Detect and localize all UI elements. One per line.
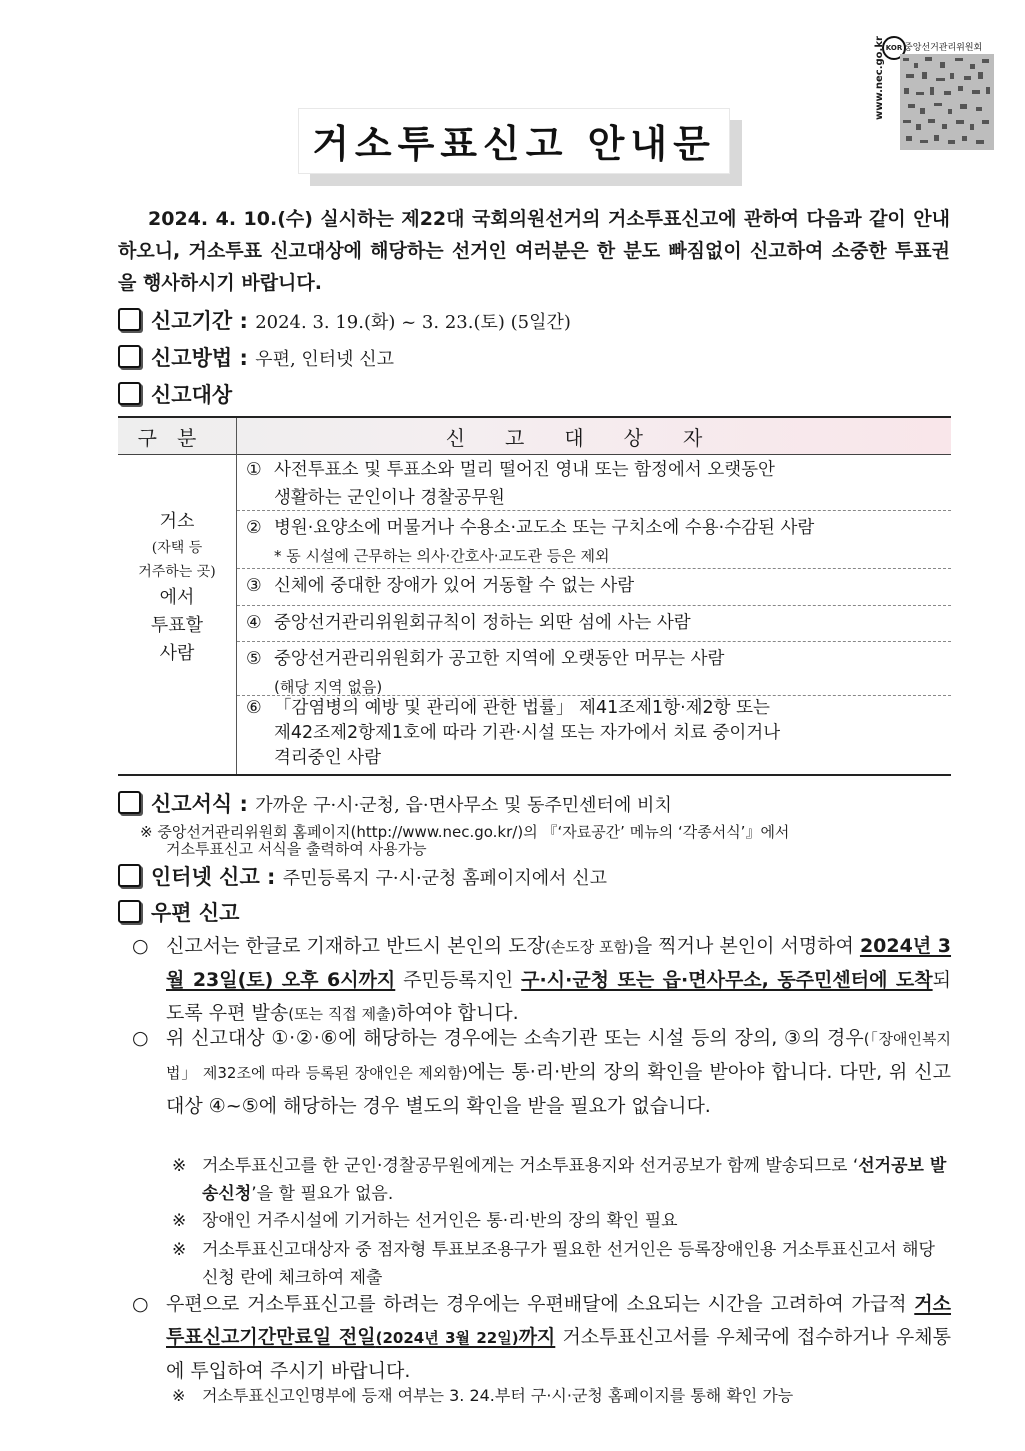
category-line: 에서 [159, 587, 195, 608]
table-row [246, 514, 946, 570]
category-cell [118, 508, 236, 668]
row-number: ① [246, 460, 262, 480]
row-divider [237, 641, 951, 642]
period-value: 2024. 3. 19.(화) ~ 3. 23.(토) (5일간) [255, 312, 571, 333]
checkbox-square-icon [118, 791, 141, 814]
col-right-header: 신고대상자 [445, 426, 743, 450]
qr-stamp [874, 30, 996, 150]
row-divider [237, 605, 951, 606]
intro-paragraph: 2024. 4. 10.(수) 실시하는 제22대 국회의원선거의 거소투표신고에 관하여 다음과 같이 안내하오니, 거소투표 신고대상에 해당하는 선거인 여러분은 한 분도 빠짐없이 신고하여 소중한 투표권을 행사하시기 바랍니다. [118, 208, 950, 294]
row-text: 생활하는 군인이나 경찰공무원 [274, 488, 505, 508]
postal-section [118, 900, 239, 927]
row-text: 「감염병의 예방 및 관리에 관한 법률」 제41조제1항·제2항 또는 [274, 698, 770, 718]
forms-value: 가까운 구·시·군청, 읍·면사무소 및 동주민센터에 비치 [255, 795, 672, 816]
postal-note-2: ※ 장애인 거주시설에 기거하는 선거인은 통·리·반의 장의 확인 필요 [172, 1207, 952, 1235]
row-text: 격리중인 사람 [274, 748, 381, 768]
column-divider [236, 418, 237, 774]
org-url: www.nec.go.kr [874, 36, 885, 120]
row-text: 신체에 중대한 장애가 있어 거동할 수 없는 사람 [274, 576, 635, 596]
forms-section: 신고서식 : 가까운 구·시·군청, 읍·면사무소 및 동주민센터에 비치 [118, 791, 672, 819]
postal-paragraph-2: ○ 위 신고대상 ①·②·⑥에 해당하는 경우에는 소속기관 또는 시설 등의 장의, ③의 경우(「장애인복지법」 제32조에 따라 등록된 장애인은 제외함)에는 통·리·반의 장의 확인을 받아야 합니다. 다만, 위 신고대상 ④~⑤에 해당하는 경우 별도의 확인을 받을 필요가 없습니다. [136, 1022, 951, 1123]
category-line: 투표할 [150, 615, 204, 636]
forms-label: 신고서식 [151, 792, 233, 816]
row-text: 중앙선거관리위원회규칙이 정하는 외딴 섬에 사는 사람 [274, 613, 691, 633]
org-name: 중앙선거관리위원회 [904, 43, 983, 53]
table-row [246, 696, 946, 771]
deadline-text: 2024년 3월 23일(토) 오후 6시까지 [166, 935, 952, 991]
page-title: 거소투표신고 안내문 [312, 122, 716, 166]
kor-logo-icon: KOR [882, 36, 906, 60]
postal-label: 우편 신고 [151, 901, 240, 925]
internet-label: 인터넷 신고 [151, 865, 260, 889]
row-divider [237, 568, 951, 569]
postal-paragraph-1: ○ 신고서는 한글로 기재하고 반드시 본인의 도장(손도장 포함)을 찍거나 본인이 서명하여 2024년 3월 23일(토) 오후 6시까지 주민등록지인 구·시·군청 또는 읍·면사무소, 동주민센터에 도착되도록 우편 발송(또는 직접 제출)하여야 합니다. [136, 930, 951, 1031]
row-note: (해당 지역 없음) [274, 678, 383, 696]
table-row [246, 645, 946, 701]
internet-section: 인터넷 신고 : 주민등록지 구·시·군청 홈페이지에서 신고 [118, 864, 607, 892]
table-row [246, 609, 946, 637]
note-mark-icon: ※ [172, 1156, 187, 1176]
bullet-circle-icon: ○ [132, 1293, 149, 1315]
method-value: 우편, 인터넷 신고 [255, 349, 395, 370]
row-text: 병원·요양소에 머물거나 수용소·교도소 또는 구치소에 수용·수감된 사람 [274, 518, 815, 538]
targets-section [118, 382, 232, 409]
row-divider [237, 510, 951, 511]
checkbox-square-icon [118, 900, 141, 923]
recommended-deadline: 거소투표신고기간만료일 전일(2024년 3월 22일)까지 [166, 1293, 951, 1348]
forms-note [140, 824, 952, 858]
bullet-circle-icon: ○ [132, 1027, 149, 1049]
row-number: ⑥ [246, 698, 262, 718]
postal-paragraph-3: ○ 우편으로 거소투표신고를 하려는 경우에는 우편배달에 소요되는 시간을 고려하여 가급적 거소투표신고기간만료일 전일(2024년 3월 22일)까지 거소투표신고서를 우체국에 접수하거나 우체통에 투입하여 주시기 바랍니다. [136, 1288, 951, 1388]
table-header [118, 418, 951, 455]
row-number: ⑤ [246, 649, 262, 669]
method-section: 신고방법 : 우편, 인터넷 신고 [118, 345, 394, 373]
row-number: ④ [246, 613, 262, 633]
checkbox-square-icon [118, 864, 141, 887]
period-section: 신고기간 : 2024. 3. 19.(화) ~ 3. 23.(토) (5일간) [118, 308, 571, 336]
note-mark-icon: ※ [172, 1240, 187, 1260]
title-box [298, 108, 730, 174]
category-line: (자택 등 [151, 540, 203, 556]
postal-note-1: ※ 거소투표신고를 한 군인·경찰공무원에게는 거소투표용지와 선거공보가 함께 발송되므로 ‘선거공보 발송신청’을 할 필요가 없음. [172, 1152, 952, 1208]
internet-value: 주민등록지 구·시·군청 홈페이지에서 신고 [282, 868, 607, 889]
row-text: 사전투표소 및 투표소와 멀리 떨어진 영내 또는 함정에서 오랫동안 [274, 460, 775, 480]
checkbox-square-icon [118, 308, 141, 331]
note-mark-icon: ※ [172, 1386, 186, 1405]
table-row [246, 456, 946, 512]
category-line: 거소 [159, 511, 195, 532]
col-left-header: 구분 [137, 426, 217, 450]
destination-text: 구·시·군청 또는 읍·면사무소, 동주민센터에 도착 [521, 969, 933, 991]
postal-note-3: ※ 거소투표신고대상자 중 점자형 투표보조용구가 필요한 선거인은 등록장애인용 거소투표신고서 해당 신청 란에 체크하여 제출 [172, 1236, 952, 1292]
qr-code-icon [900, 54, 994, 150]
checkbox-square-icon [118, 345, 141, 368]
row-number: ③ [246, 576, 262, 596]
category-line: 거주하는 곳) [138, 564, 216, 580]
bullet-circle-icon: ○ [132, 935, 149, 957]
category-line: 사람 [159, 643, 195, 664]
row-text: 중앙선거관리위원회가 공고한 지역에 오랫동안 머무는 사람 [274, 649, 725, 669]
period-label: 신고기간 [151, 309, 233, 333]
row-note: * 동 시설에 근무하는 의사·간호사·교도관 등은 제외 [274, 547, 610, 565]
forms-note-line: ※ 중앙선거관리위원회 홈페이지(http://www.nec.go.kr/)의 『‘자료공간’ 메뉴의 ‘각종서식’』에서 [140, 823, 790, 841]
targets-label: 신고대상 [151, 383, 233, 407]
table-row [246, 572, 946, 600]
postal-note-4: ※ 거소투표신고인명부에 등재 여부는 3. 24.부터 구·시·군청 홈페이지를 통해 확인 가능 [172, 1382, 962, 1410]
note-mark-icon: ※ [172, 1211, 187, 1231]
method-label: 신고방법 [151, 346, 233, 370]
row-number: ② [246, 518, 262, 538]
checkbox-square-icon [118, 382, 141, 405]
targets-table [118, 416, 951, 776]
row-text: 제42조제2항제1호에 따라 기관·시설 또는 자가에서 치료 중이거나 [274, 723, 781, 743]
forms-note-line: 거소투표신고 서식을 출력하여 사용가능 [166, 840, 427, 858]
